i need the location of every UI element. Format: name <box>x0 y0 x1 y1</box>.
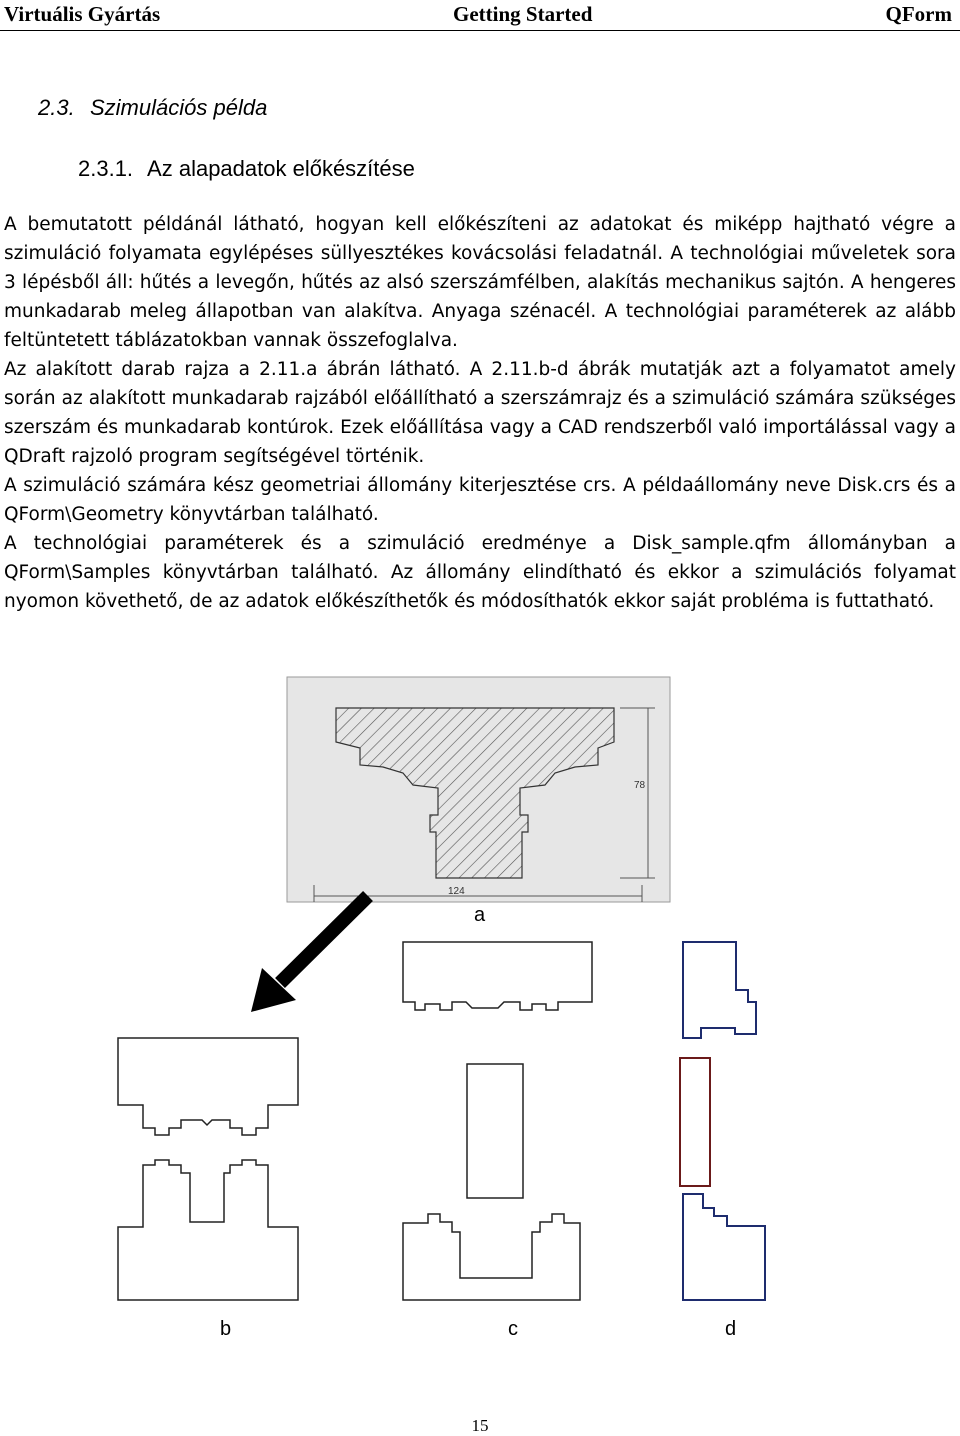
subsection-title: Az alapadatok előkészítése <box>147 156 415 181</box>
figure-b-bottom-die <box>118 1160 298 1300</box>
section-title: Szimulációs példa <box>90 95 268 120</box>
figure-a-part-drawing <box>287 677 670 902</box>
paragraph-4: A technológiai paraméterek és a szimuláció eredménye a Disk_sample.qfm állományban a QForm\Samples könyvtárban található. Az állomány elindítható és ekkor a szimulációs folyamat nyomon követhető, de az adatok előkészíthetők és módosíthatók ekkor saját probléma is futtatható. <box>4 533 956 612</box>
header-center: Getting Started <box>453 2 593 26</box>
figure-label-d: d <box>725 1318 737 1340</box>
dim-height-label: 78 <box>634 780 646 791</box>
figure-d-bottom-die <box>683 1194 765 1300</box>
figure-label-c: c <box>508 1318 518 1340</box>
figure-label-b: b <box>220 1318 232 1340</box>
figure-c-top-die <box>403 942 592 1010</box>
header-left: Virtuális Gyártás <box>4 2 161 26</box>
arrow-icon <box>251 896 368 1012</box>
header-right: QForm <box>885 2 952 26</box>
paragraph-2: Az alakított darab rajza a 2.11.a ábrán látható. A 2.11.b-d ábrák mutatják azt a folyamatot amely során az alakított munkadarab rajzából előállítható a szerszámrajz és a szimuláció számára szükséges szerszám és munkadarab kontúrok. Ezek előállítása vagy a CAD rendszerből való importálással vagy a QDraft rajzoló program segítségével történik. <box>4 359 956 467</box>
figure-label-a: a <box>474 904 486 926</box>
paragraph-1: A bemutatott példánál látható, hogyan kell előkészíteni az adatokat és miképp hajtható végre a szimuláció folyamata egylépéses süllyesztékes kovácsolási feladatnál. A technológiai műveletek sora 3 lépésből áll: hűtés a levegőn, hűtés az alsó szerszámfélben, alakítás mechanikus sajtón. A hengeres munkadarab meleg állapotban van alakítva. Anyaga szénacél. A technológiai paraméterek az alább feltüntetett táblázatokban vannak összefoglalva. <box>4 214 956 351</box>
figure-d-top-die <box>683 942 756 1038</box>
page-number: 15 <box>471 1416 489 1435</box>
figure-c-bottom-die <box>403 1214 580 1300</box>
figure-b-top-die <box>118 1038 298 1135</box>
dim-width-label: 124 <box>448 886 465 897</box>
figure-d-billet <box>680 1058 710 1186</box>
subsection-number: 2.3.1. <box>78 156 134 181</box>
section-number: 2.3. <box>38 95 75 120</box>
figure-c-billet <box>467 1064 523 1198</box>
paragraph-3: A szimuláció számára kész geometriai állomány kiterjesztése crs. A példaállomány neve Disk.crs és a QForm\Geometry könyvtárban található. <box>4 475 956 525</box>
